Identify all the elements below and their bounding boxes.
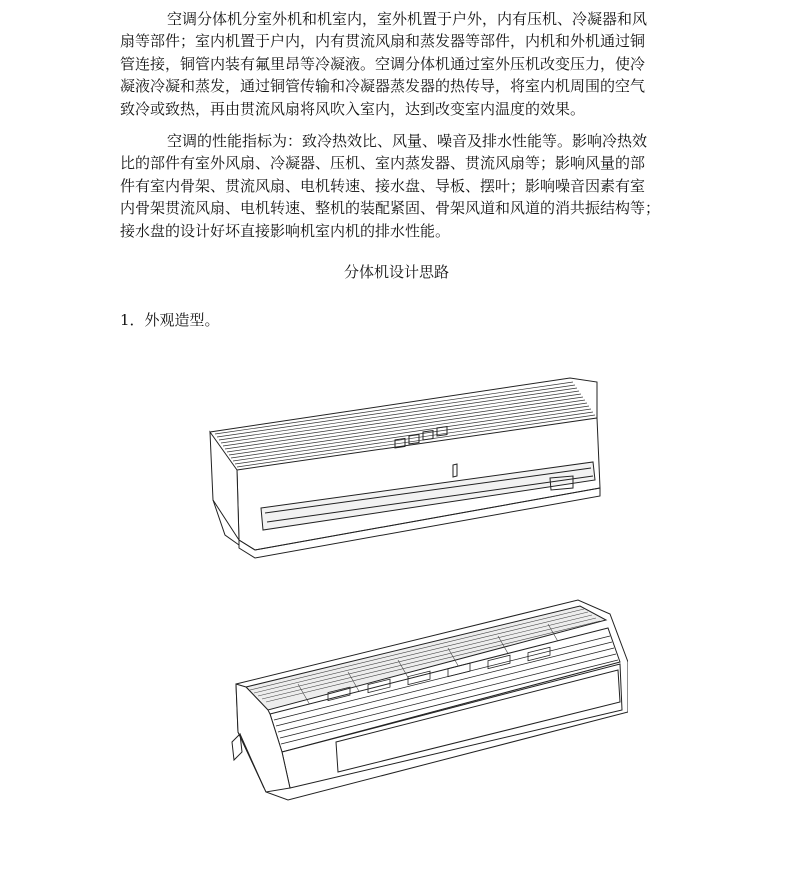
- air-conditioner-top-drawing: [218, 592, 628, 807]
- section-heading: 分体机设计思路: [343, 263, 449, 281]
- cut-off-text-line: [167, 866, 172, 884]
- paragraph-performance: [120, 130, 676, 242]
- text-line: 比的部件有室外风扇、冷凝器、压机、室内蒸发器、贯流风扇等；影响风量的部: [120, 154, 646, 173]
- text-line: 管连接，铜管内装有氟里昂等冷凝液。空调分体机通过室外压机改变压力，使冷: [120, 54, 646, 73]
- text-line: 内骨架贯流风扇、电机转速、整机的装配紧固、骨架风道和风道的消共振结构等；: [120, 199, 661, 218]
- text-line: 件有室内骨架、贯流风扇、电机转速、接水盘、导板、摆叶；影响噪音因素有室: [120, 176, 646, 195]
- text-line: 扇等部件；室内机置于户内，内有贯流风扇和蒸发器等部件，内机和外机通过铜: [120, 32, 646, 51]
- text-line: 空调分体机分室外机和机室内，室外机置于户外，内有压机、冷凝器和风: [167, 10, 648, 28]
- air-conditioner-front-drawing: [195, 370, 615, 570]
- list-item: 1．外观造型。: [120, 311, 220, 329]
- text-line: 致冷或致热，再由贯流风扇将风吹入室内，达到改变室内温度的效果。: [120, 99, 586, 118]
- paragraph-intro: [120, 8, 676, 120]
- text-line: 接水盘的设计好坏直接影响机室内机的排水性能。: [120, 221, 451, 240]
- text-line: 凝液冷凝和蒸发，通过铜管传输和冷凝器蒸发器的热传导，将室内机周围的空气: [120, 77, 646, 96]
- text-line: 空调的性能指标为：致冷热效比、风量、噪音及排水性能等。影响冷热效: [167, 132, 648, 150]
